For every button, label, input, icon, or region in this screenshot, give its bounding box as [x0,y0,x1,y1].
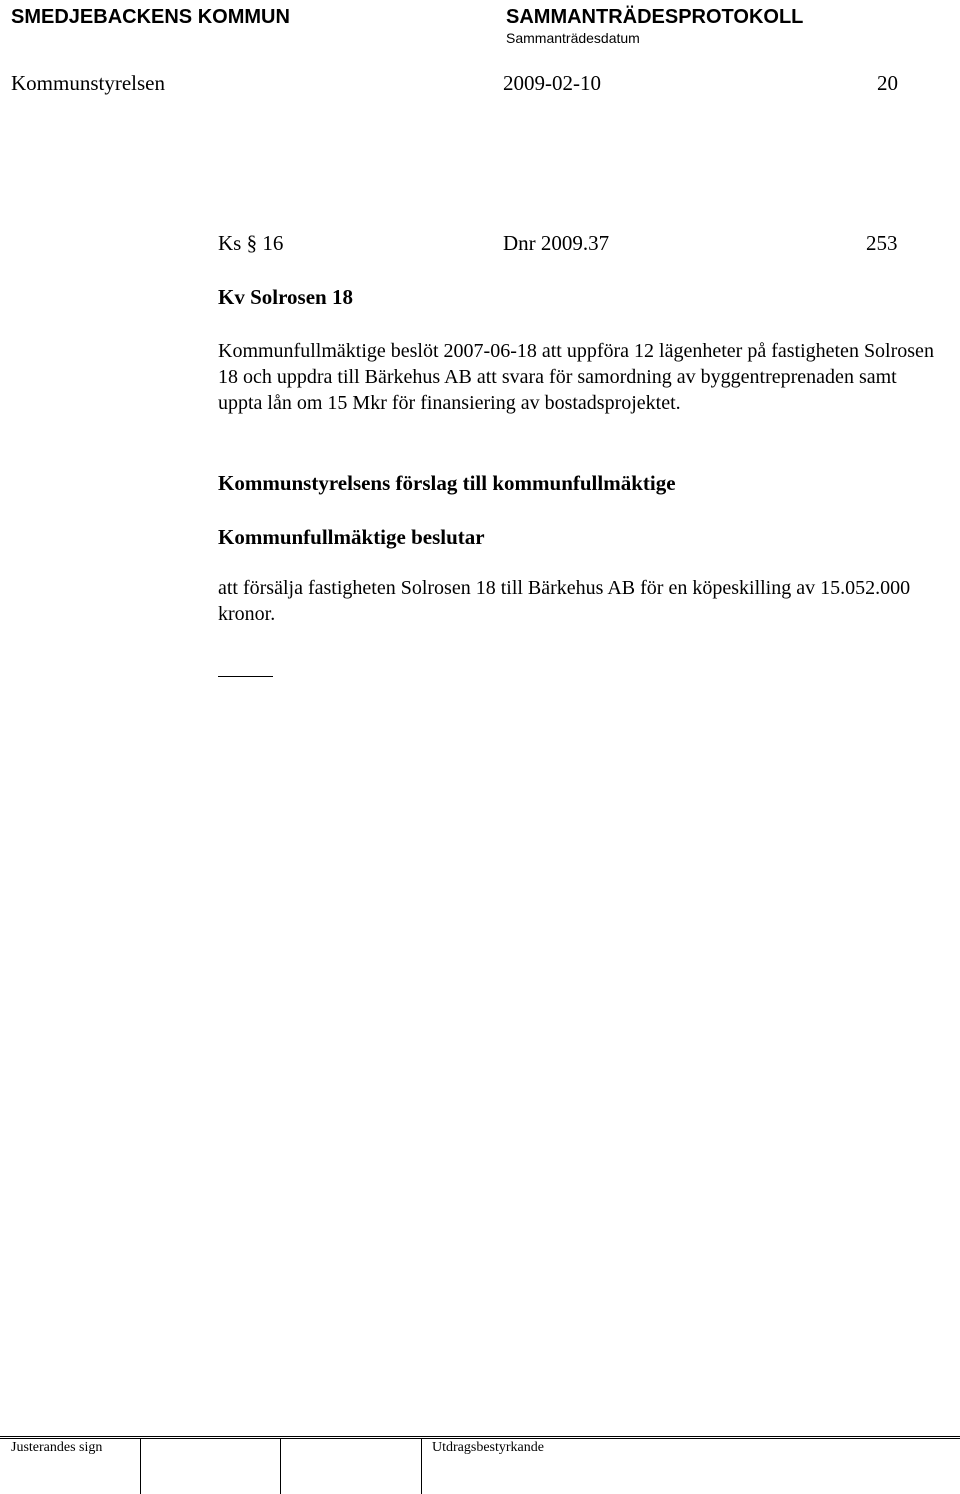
paragraph-id: 253 [866,231,898,255]
ks-paragraph-number: Ks § 16 [218,231,284,255]
body-name: Kommunstyrelsen [11,71,165,95]
meeting-date: 2009-02-10 [503,71,601,95]
decision-text: att försälja fastigheten Solrosen 18 till Bärkehus AB för en köpeskilling av 15.052.000 kronor. [218,577,911,625]
footer-divider-2 [280,1439,281,1494]
background-text: Kommunfullmäktige beslöt 2007-06-18 att uppföra 12 lägenheter på fastigheten Solrosen 18 och uppdra till Bärkehus AB att svara för samordning av byggentreprenaden samt uppta lån om 15 Mkr för finansiering av bostadsprojektet. [218,340,934,414]
footer-rule [0,1436,960,1437]
organization-name: SMEDJEBACKENS KOMMUN [11,6,290,28]
proposal-heading: Kommunstyrelsens förslag till kommunfullmäktige [218,471,676,495]
signature-label: Justerandes sign [11,1440,103,1455]
footer-divider-1 [140,1439,141,1494]
matter-title: Kv Solrosen 18 [218,285,353,309]
section-end-rule [218,676,273,677]
date-label: Sammanträdesdatum [506,30,640,46]
diary-number: Dnr 2009.37 [503,231,610,255]
document-type: SAMMANTRÄDESPROTOKOLL [506,6,804,28]
page-number: 20 [877,71,898,95]
footer-divider-3 [421,1439,422,1494]
decision-heading: Kommunfullmäktige beslutar [218,525,485,549]
extract-certification-label: Utdragsbestyrkande [432,1440,544,1455]
